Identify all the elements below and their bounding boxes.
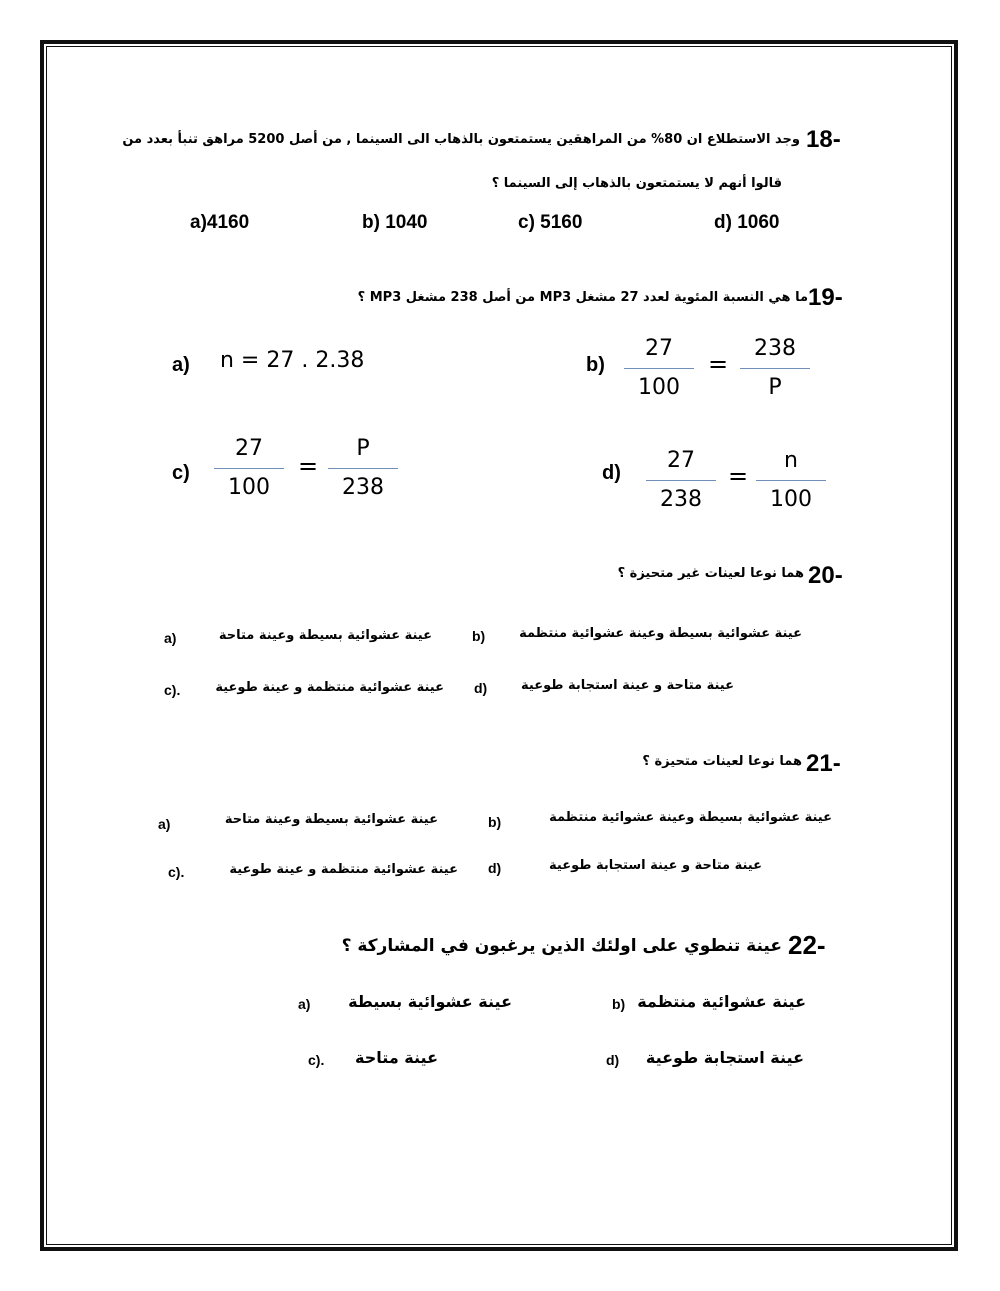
equals-sign: = <box>728 462 749 490</box>
q20-option-b-label[interactable]: b) <box>472 628 486 644</box>
q21-option-d-label[interactable]: d) <box>488 860 502 876</box>
q20-option-b-text: عينة عشوائية بسيطة وعينة عشوائية منتظمة <box>519 626 802 641</box>
fraction-denominator: P <box>768 375 782 400</box>
fraction-bar <box>214 468 284 469</box>
q22-option-b-label[interactable]: b) <box>612 996 626 1012</box>
q21-option-a-label[interactable]: a) <box>158 816 171 832</box>
q21-text: هما نوعا لعينات متحيزة ؟ <box>642 754 802 769</box>
q18-text-line1: وجد الاستطلاع ان 80% من المراهقين يستمتعون بالذهاب الى السينما , من أصل 5200 مراهق تنبأ بعدد من <box>122 132 800 147</box>
equals-sign: = <box>708 350 729 378</box>
q19-option-c-label[interactable]: c) <box>172 462 190 484</box>
q21-option-d-text: عينة متاحة و عينة استجابة طوعية <box>549 858 762 873</box>
q19-option-a-label[interactable]: a) <box>172 354 190 376</box>
fraction-denominator: 100 <box>638 375 680 400</box>
q19-option-c-fraction-left <box>214 432 284 505</box>
q21-option-b-label[interactable]: b) <box>488 814 502 830</box>
q19-number: 19- <box>808 284 843 311</box>
q18-option-a[interactable]: a)4160 <box>190 212 250 233</box>
q22-option-c-text: عينة متاحة <box>355 1048 438 1067</box>
fraction-denominator: 100 <box>770 487 812 512</box>
fraction-numerator: 238 <box>754 336 796 361</box>
q20-option-c-label[interactable]: c). <box>164 682 181 698</box>
q22-option-b-text: عينة عشوائية منتظمة <box>637 992 806 1011</box>
q20-text: هما نوعا لعينات غير متحيزة ؟ <box>617 566 804 581</box>
q21-option-c-label[interactable]: c). <box>168 864 185 880</box>
fraction-bar <box>740 368 810 369</box>
q21-option-c-text: عينة عشوائية منتظمة و عينة طوعية <box>229 862 458 877</box>
q21-number: 21- <box>806 750 841 777</box>
q22-option-a-text: عينة عشوائية بسيطة <box>348 992 512 1011</box>
q19-option-b-label[interactable]: b) <box>586 354 605 376</box>
q22-option-a-label[interactable]: a) <box>298 996 311 1012</box>
q22-option-c-label[interactable]: c). <box>308 1052 325 1068</box>
q19-text: ما هي النسبة المئوية لعدد 27 مشغل MP3 من أصل 238 مشغل MP3 ؟ <box>357 290 808 305</box>
q19-option-d-fraction-left <box>646 444 716 517</box>
q18-option-b[interactable]: b) 1040 <box>362 212 428 233</box>
fraction-numerator: n <box>784 448 798 473</box>
q22-option-d-text: عينة استجابة طوعية <box>645 1048 804 1067</box>
fraction-numerator: 27 <box>235 436 263 461</box>
fraction-numerator: 27 <box>645 336 673 361</box>
q22-number: 22- <box>788 930 826 960</box>
fraction-denominator: 238 <box>342 475 384 500</box>
q19-option-d-label[interactable]: d) <box>602 462 621 484</box>
q19-option-d-fraction-right <box>756 444 826 517</box>
fraction-bar <box>328 468 398 469</box>
q19-option-b-fraction-right <box>740 332 810 405</box>
q20-option-d-label[interactable]: d) <box>474 680 488 696</box>
q18-option-c[interactable]: c) 5160 <box>518 212 583 233</box>
fraction-numerator: P <box>356 436 370 461</box>
q20-number: 20- <box>808 562 843 589</box>
q21-option-b-text: عينة عشوائية بسيطة وعينة عشوائية منتظمة <box>549 810 832 825</box>
fraction-bar <box>646 480 716 481</box>
q19-option-c-fraction-right <box>328 432 398 505</box>
q20-option-d-text: عينة متاحة و عينة استجابة طوعية <box>521 678 734 693</box>
q22-text: عينة تنطوي على اولئك الذين يرغبون في المشاركة ؟ <box>341 936 782 956</box>
equals-sign: = <box>298 452 319 480</box>
fraction-numerator: 27 <box>667 448 695 473</box>
page-border-inner <box>46 46 952 1245</box>
q20-option-c-text: عينة عشوائية منتظمة و عينة طوعية <box>215 680 444 695</box>
q22-option-d-label[interactable]: d) <box>606 1052 620 1068</box>
fraction-denominator: 238 <box>660 487 702 512</box>
q20-option-a-label[interactable]: a) <box>164 630 177 646</box>
q18-option-d[interactable]: d) 1060 <box>714 212 780 233</box>
fraction-bar <box>624 368 694 369</box>
fraction-bar <box>756 480 826 481</box>
fraction-denominator: 100 <box>228 475 270 500</box>
q20-option-a-text: عينة عشوائية بسيطة وعينة متاحة <box>218 628 432 643</box>
q18-text-line2: قالوا أنهم لا يستمتعون بالذهاب إلى السينما ؟ <box>491 176 782 191</box>
q19-option-b-fraction-left <box>624 332 694 405</box>
q18-number: 18- <box>806 126 841 153</box>
q19-option-a-expression: n = 27 . 2.38 <box>220 348 365 373</box>
q21-option-a-text: عينة عشوائية بسيطة وعينة متاحة <box>224 812 438 827</box>
